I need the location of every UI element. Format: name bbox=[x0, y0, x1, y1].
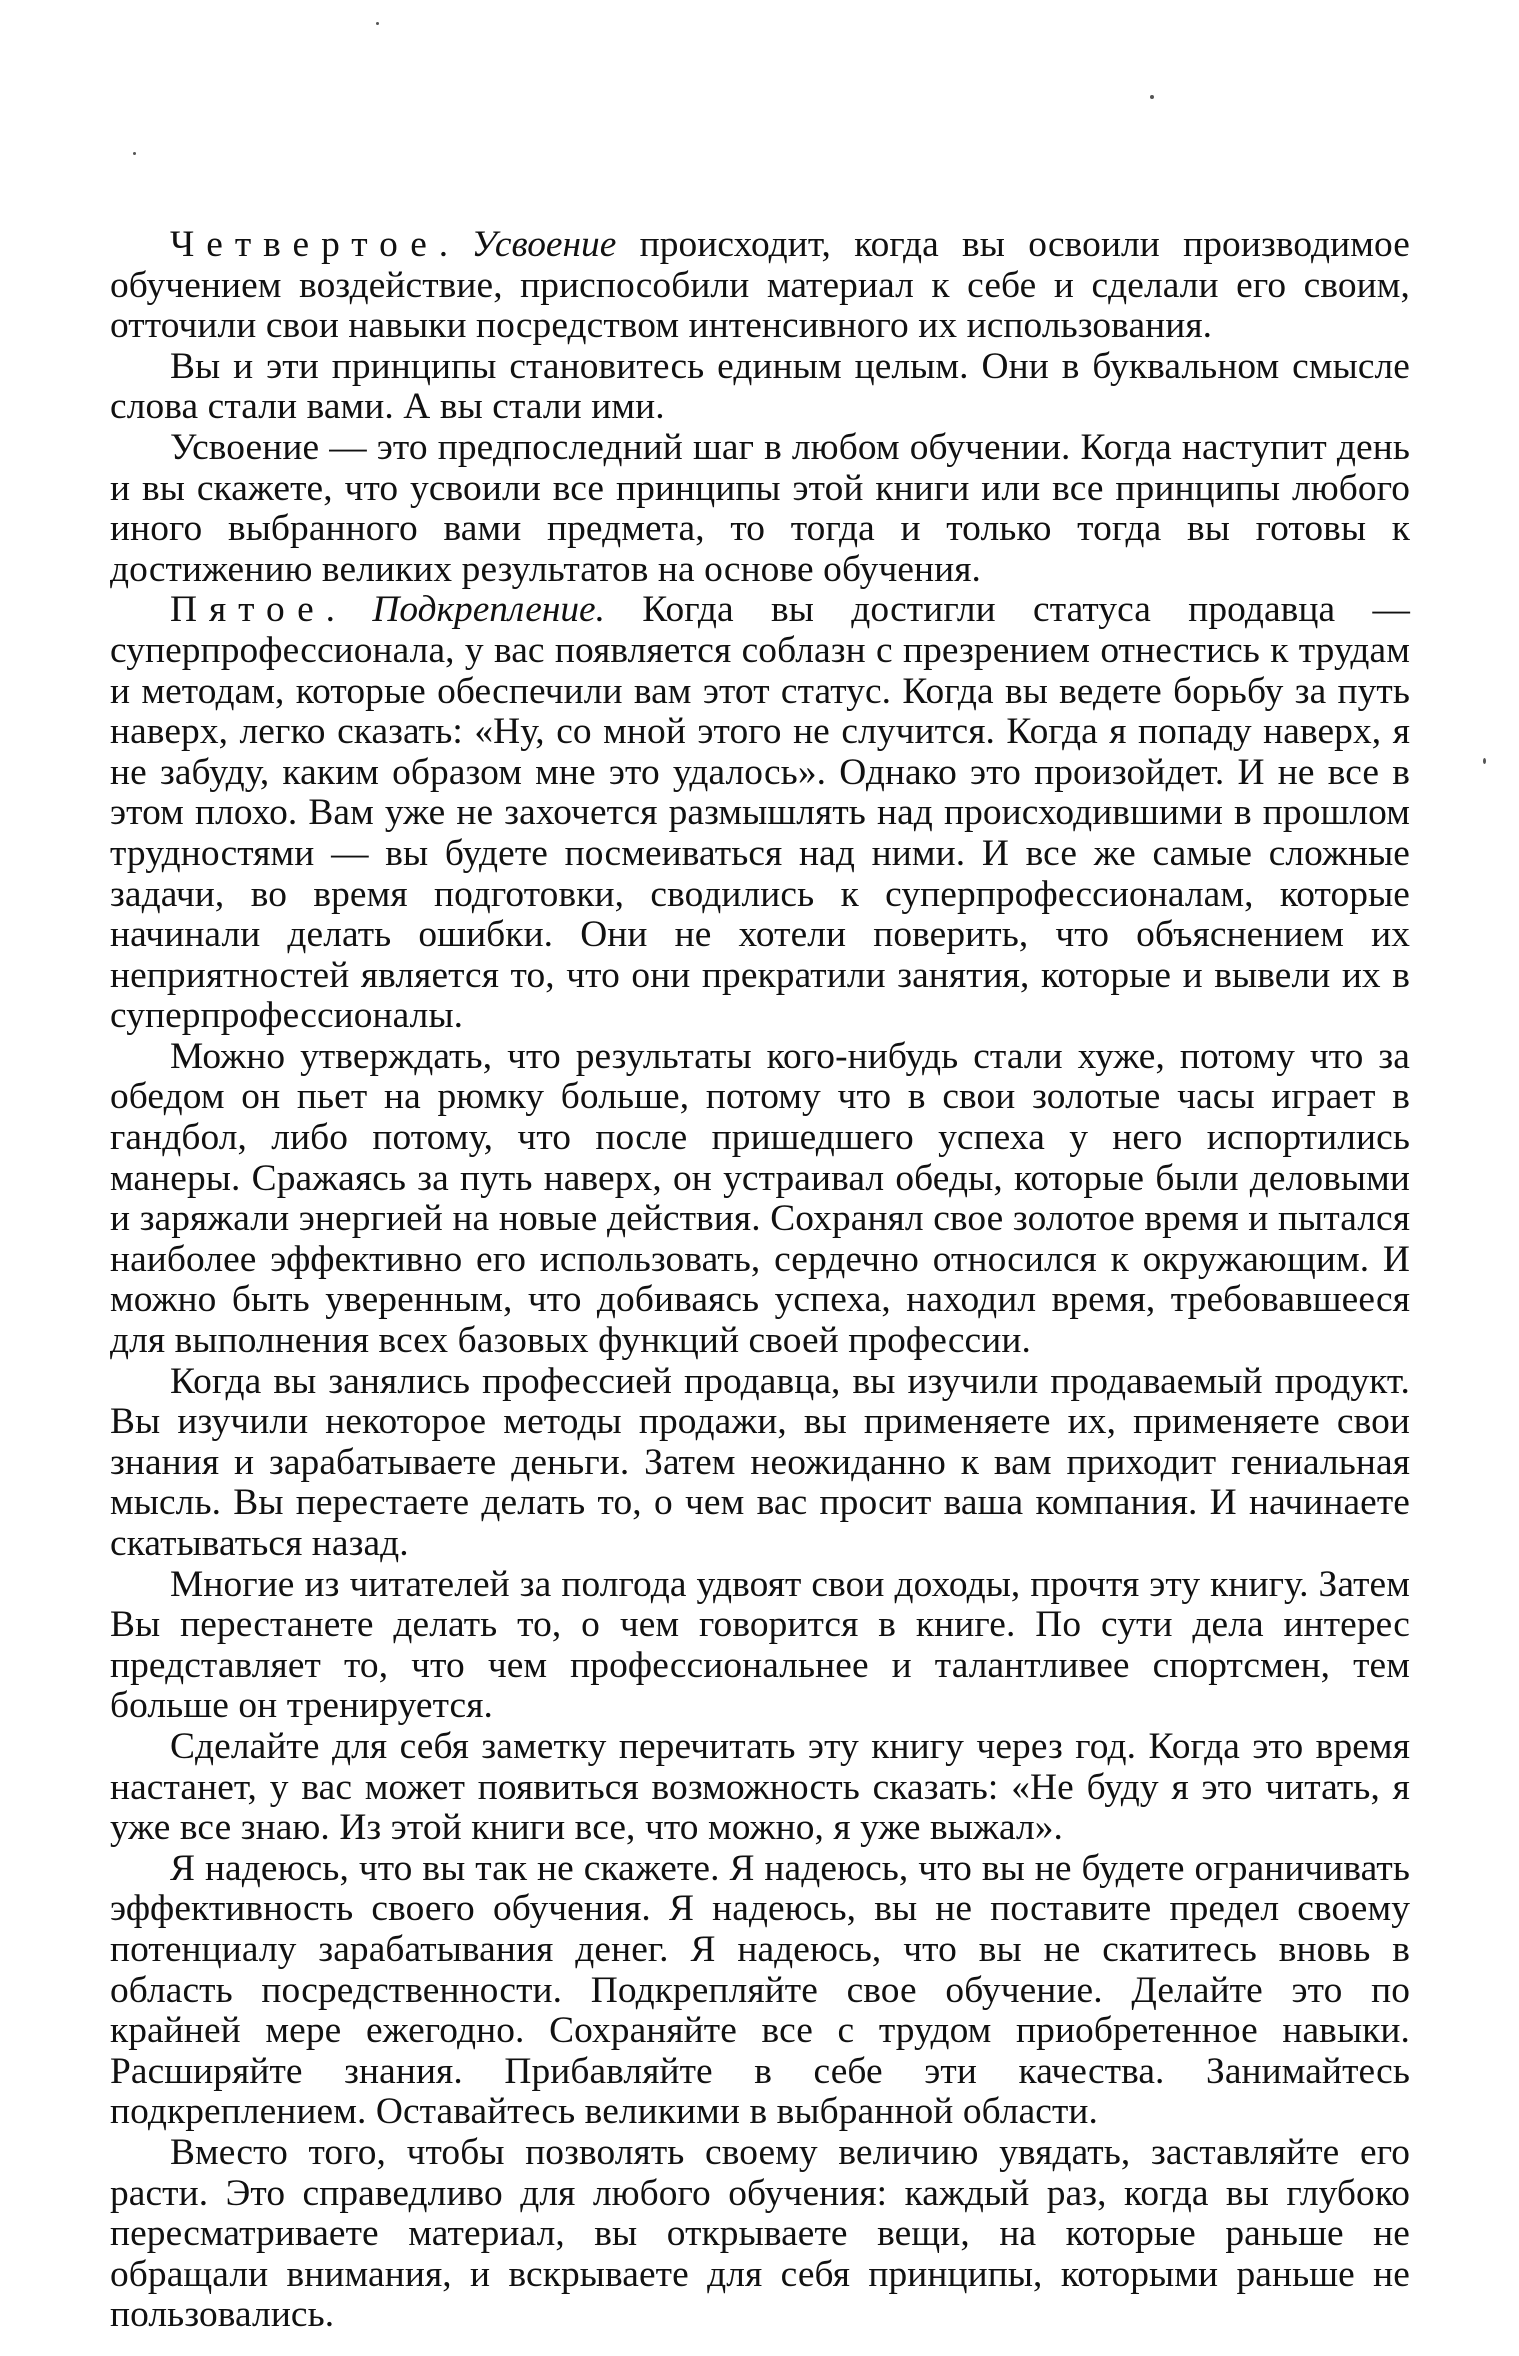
section-lead-fifth: Пятое bbox=[170, 589, 326, 631]
term-italic: Подкрепление. bbox=[372, 589, 606, 631]
paragraph bbox=[110, 1565, 1410, 1727]
paragraph bbox=[110, 1849, 1410, 2133]
term-italic: Усвоение bbox=[471, 224, 617, 265]
paragraph-text: Когда вы занялись профессией продавца, вы изучили продаваемый продукт. Вы изучили некоторое методы продажи, вы применяете их, применяете свои знания и зарабатываете деньги. Затем неожиданно к вам приходит гениальная мысль. Вы перестаете делать то, о чем вас просит ваша компания. И начинаете скатываться назад. bbox=[110, 1360, 1410, 1564]
scan-speck bbox=[1150, 95, 1154, 99]
paragraph bbox=[110, 347, 1410, 428]
paragraph-text: Можно утверждать, что результаты кого-нибудь стали хуже, потому что за обедом он пьет на рюмку больше, потому что в свои золотые часы играет в гандбол, либо потому, что после пришедшего успеха у него испортились манеры. Сражаясь за путь наверх, он устраивал обеды, которые были деловыми и заряжали энергией на новые действия. Сохранял свое золотое время и пытался наиболее эффективно его использовать, сердечно относился к окружающим. И можно быть уверенным, что добиваясь успеха, находил время, требовавшееся для выполнения всех базовых функций своей профессии. bbox=[110, 1035, 1410, 1362]
paragraph-text: Усвоение — это предпоследний шаг в любом обучении. Когда наступит день и вы скажете, что усвоили все принципы этой книги или все принципы любого иного выбранного вами предмета, то тогда и только тогда вы готовы к достижению великих результатов на основе обучения. bbox=[110, 426, 1410, 590]
paragraph-text: Многие из читателей за полгода удвоят свои доходы, прочтя эту книгу. Затем Вы перестанете делать то, о чем говорится в книге. По сути дела интерес представляет то, что чем профессиональнее и талантливее спортсмен, тем больше он тренируется. bbox=[110, 1563, 1410, 1727]
section-lead-fourth: Четвертое bbox=[170, 224, 439, 265]
page-body bbox=[110, 225, 1410, 2336]
scan-speck bbox=[1483, 758, 1486, 764]
paragraph bbox=[110, 225, 1410, 347]
paragraph bbox=[110, 1037, 1410, 1362]
paragraph-text: Когда вы достигли статуса продавца — суперпрофессионала, у вас появляется соблазн с презрением отнестись к трудам и методам, которые обеспечили вам этот статус. Когда вы ведете борьбу за путь наверх, легко сказать: «Ну, со мной этого не случится. Когда я попаду наверх, я не забуду, каким образом мне это удалось». Однако это произойдет. И не все в этом плохо. Вам уже не захочется размышлять над происходившими в прошлом трудностями — вы будете посмеиваться над ними. И все же самые сложные задачи, во время подготовки, сводились к суперпрофессионалам, которые начинали делать ошибки. Они не хотели поверить, что объяснением их неприятностей является то, что они прекратили занятия, которые и вывели их в суперпрофессионалы. bbox=[110, 589, 1410, 1037]
paragraph-text: Я надеюсь, что вы так не скажете. Я надеюсь, что вы не будете ограничивать эффективность своего обучения. Я надеюсь, вы не поставите предел своему потенциалу зарабатывания денег. Я надеюсь, что вы не скатитесь вновь в область посредственности. Подкрепляйте свое обучение. Делайте это по крайней мере ежегодно. Сохраняйте все с трудом приобретенное навыки. Расширяйте знания. Прибавляйте в себе эти качества. Занимайтесь подкреплением. Оставайтесь великими в выбранной области. bbox=[110, 1847, 1410, 2133]
paragraph bbox=[110, 1362, 1410, 1565]
paragraph-text: Сделайте для себя заметку перечитать эту книгу через год. Когда это время настанет, у вас может появиться возможность сказать: «Не буду я это читать, я уже все знаю. Из этой книги все, что можно, я уже выжал». bbox=[110, 1725, 1410, 1849]
paragraph bbox=[110, 428, 1410, 590]
paragraph-text: Вы и эти принципы становитесь единым целым. Они в буквальном смысле слова стали вами. А вы стали ими. bbox=[110, 345, 1410, 428]
paragraph bbox=[110, 1727, 1410, 1849]
scan-speck bbox=[376, 22, 379, 25]
paragraph-text: происходит, когда вы освоили производимое обучением воздействие, приспособили материал к себе и сделали его своим, отточили свои навыки посредством интенсивного их использования. bbox=[110, 224, 1410, 347]
paragraph bbox=[110, 590, 1410, 1037]
lead-punctuation: . bbox=[325, 589, 373, 631]
paragraph-text: Вместо того, чтобы позволять своему величию увядать, заставляйте его расти. Это справедливо для любого обучения: каждый раз, когда вы глубоко пересматриваете материал, вы открываете вещи, на которые раньше не обращали внимания, и вскрываете для себя принципы, которыми раньше не пользовались. bbox=[110, 2131, 1410, 2336]
paragraph bbox=[110, 2133, 1410, 2336]
scan-speck bbox=[133, 152, 136, 155]
lead-punctuation: . bbox=[438, 224, 472, 265]
